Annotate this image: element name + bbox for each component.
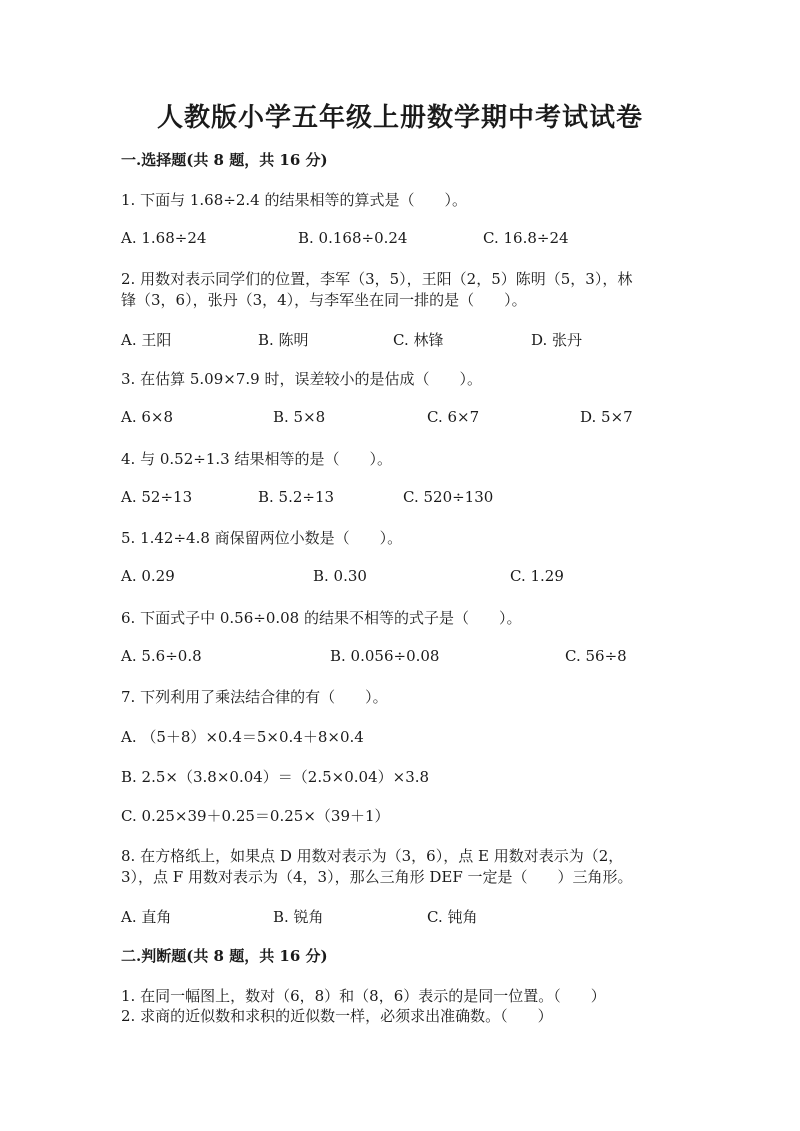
option-b: B. 2.5×（3.8×0.04）＝（2.5×0.04）×3.8: [121, 768, 430, 786]
option-c: C. 6×7: [427, 408, 480, 426]
question-stem: 3. 在估算 5.09×7.9 时，误差较小的是估成（ ）。: [121, 370, 482, 388]
option-b: B. 5×8: [273, 408, 326, 426]
option-c: C. 0.25×39＋0.25＝0.25×（39＋1）: [121, 807, 390, 825]
option-a: A. 直角: [121, 908, 172, 926]
question-stem: 5. 1.42÷4.8 商保留两位小数是（ ）。: [121, 529, 403, 547]
question-stem: 1. 下面与 1.68÷2.4 的结果相等的算式是（ ）。: [121, 191, 467, 209]
option-a: A. 6×8: [121, 408, 174, 426]
option-b: B. 0.168÷0.24: [298, 229, 408, 247]
question-stem-line2: 锋（3，6），张丹（3，4），与李军坐在同一排的是（ ）。: [121, 291, 527, 309]
option-b: B. 5.2÷13: [258, 488, 335, 506]
option-c: C. 林锋: [393, 331, 444, 349]
option-c: C. 16.8÷24: [483, 229, 569, 247]
page-title: 人教版小学五年级上册数学期中考试试卷: [156, 103, 643, 133]
option-b: B. 锐角: [273, 908, 324, 926]
question-stem-line1: 2. 用数对表示同学们的位置，李军（3，5），王阳（2，5）陈明（5，3），林: [121, 270, 633, 288]
question-stem-line1: 8. 在方格纸上，如果点 D 用数对表示为（3，6），点 E 用数对表示为（2，: [121, 847, 624, 865]
option-c: C. 钝角: [427, 908, 478, 926]
section-heading-judgment: 二.判断题(共 8 题，共 16 分): [121, 947, 328, 965]
question-stem-line2: 3），点 F 用数对表示为（4，3），那么三角形 DEF 一定是（ ）三角形。: [121, 868, 633, 886]
option-a: A. 52÷13: [121, 488, 193, 506]
option-a: A. （5＋8）×0.4＝5×0.4＋8×0.4: [121, 728, 364, 746]
judgment-item: 1. 在同一幅图上，数对（6，8）和（8，6）表示的是同一位置。（ ）: [121, 987, 606, 1005]
option-b: B. 0.056÷0.08: [330, 647, 440, 665]
option-a: A. 5.6÷0.8: [121, 647, 202, 665]
option-c: C. 56÷8: [565, 647, 627, 665]
option-d: D. 5×7: [580, 408, 633, 426]
option-a: A. 1.68÷24: [121, 229, 207, 247]
question-stem: 6. 下面式子中 0.56÷0.08 的结果不相等的式子是（ ）。: [121, 609, 522, 627]
option-b: B. 0.30: [313, 567, 367, 585]
option-a: A. 王阳: [121, 331, 172, 349]
question-stem: 4. 与 0.52÷1.3 结果相等的是（ ）。: [121, 450, 392, 468]
option-c: C. 1.29: [510, 567, 564, 585]
option-b: B. 陈明: [258, 331, 309, 349]
option-d: D. 张丹: [531, 331, 583, 349]
judgment-item: 2. 求商的近似数和求积的近似数一样，必须求出准确数。（ ）: [121, 1007, 553, 1025]
section-heading-choice: 一.选择题(共 8 题，共 16 分): [121, 151, 328, 169]
option-a: A. 0.29: [121, 567, 175, 585]
question-stem: 7. 下列利用了乘法结合律的有（ ）。: [121, 688, 388, 706]
option-c: C. 520÷130: [403, 488, 494, 506]
